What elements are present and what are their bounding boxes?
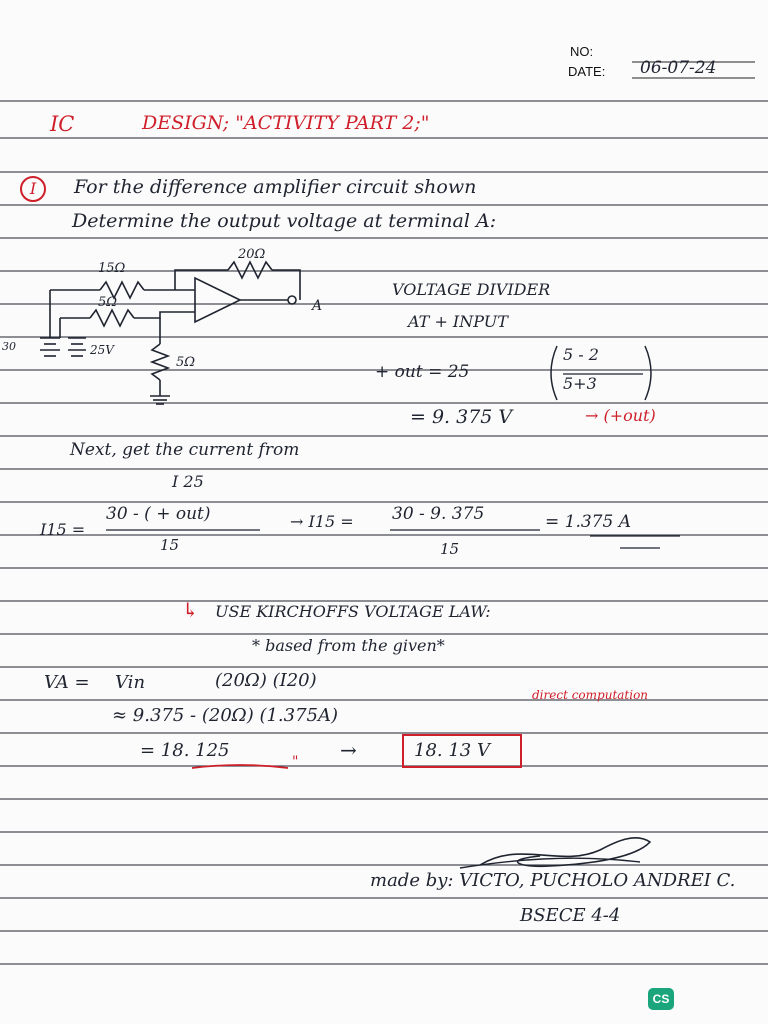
fraction-bar: [545, 344, 660, 402]
fraction-denominator: 5+3: [563, 374, 597, 393]
kvl-heading: USE KIRCHOFFS VOLTAGE LAW:: [215, 602, 491, 621]
date-label: DATE:: [568, 64, 606, 79]
label-r-ground: 5Ω: [176, 355, 196, 370]
voltage-divider-heading: VOLTAGE DIVIDER: [392, 280, 551, 299]
quote-mark: ": [292, 754, 299, 770]
resistor-5-ohm-ground: [152, 344, 168, 380]
problem-number: I: [20, 176, 46, 202]
current-num-1: 30 - ( + out): [106, 504, 211, 524]
direct-note: direct computation: [532, 688, 649, 702]
label-src-left: 30: [2, 340, 16, 353]
resistor-20-ohm: [228, 262, 272, 278]
label-r-feedback: 20Ω: [238, 247, 266, 262]
current-den-2: 15: [440, 540, 460, 558]
title-course: IC: [50, 112, 75, 136]
va-arrow: →: [340, 738, 357, 762]
camscanner-logo: CS: [648, 988, 674, 1010]
current-lhs: I15 =: [40, 520, 86, 539]
made-by: made by: VICTO, PUCHOLO ANDREI C.: [370, 870, 736, 891]
va-terms: (20Ω) (I20): [215, 670, 317, 691]
next-sub: I 25: [172, 472, 204, 491]
date-value: 06-07-24: [640, 58, 717, 78]
problem-line-1: For the difference amplifier circuit shown: [74, 176, 477, 198]
label-r-top: 15Ω: [98, 261, 126, 276]
va-step-3: = 18. 125: [140, 740, 230, 761]
label-r-mid: 5Ω: [98, 295, 118, 310]
resistor-5-ohm-mid: [90, 310, 134, 326]
final-answer: 18. 13 V: [414, 740, 490, 761]
kvl-sub: * based from the given*: [252, 636, 445, 655]
next-line: Next, get the current from: [70, 440, 300, 460]
problem-line-2: Determine the output voltage at terminal A:: [72, 210, 497, 232]
final-answer-box: [402, 734, 522, 768]
input-heading: AT + INPUT: [408, 312, 508, 331]
op-amp: [195, 278, 240, 322]
current-den-1: 15: [160, 536, 180, 554]
va-rhs: Vin: [115, 672, 146, 693]
current-arrow: → I15 =: [290, 512, 354, 531]
kvl-marker: ↳: [182, 598, 199, 622]
arrow-note: → (+out): [585, 406, 656, 425]
fraction-lines: [100, 526, 690, 556]
page-title: DESIGN; "ACTIVITY PART 2;": [142, 112, 430, 134]
va-lhs: VA =: [44, 672, 90, 693]
current-num-2: 30 - 9. 375: [392, 504, 485, 524]
label-terminal: A: [312, 298, 323, 314]
current-result: = 1.375 A: [545, 512, 631, 532]
section: BSECE 4-4: [520, 905, 621, 926]
label-src-right: 25V: [90, 343, 114, 357]
fraction-numerator: 5 - 2: [563, 345, 599, 364]
difference-amplifier-circuit: [0, 240, 340, 410]
va-step-2: ≈ 9.375 - (20Ω) (1.375A): [112, 705, 339, 726]
result-1: = 9. 375 V: [410, 406, 513, 428]
eq-left: + out = 25: [375, 362, 470, 382]
no-label: NO:: [570, 44, 594, 59]
